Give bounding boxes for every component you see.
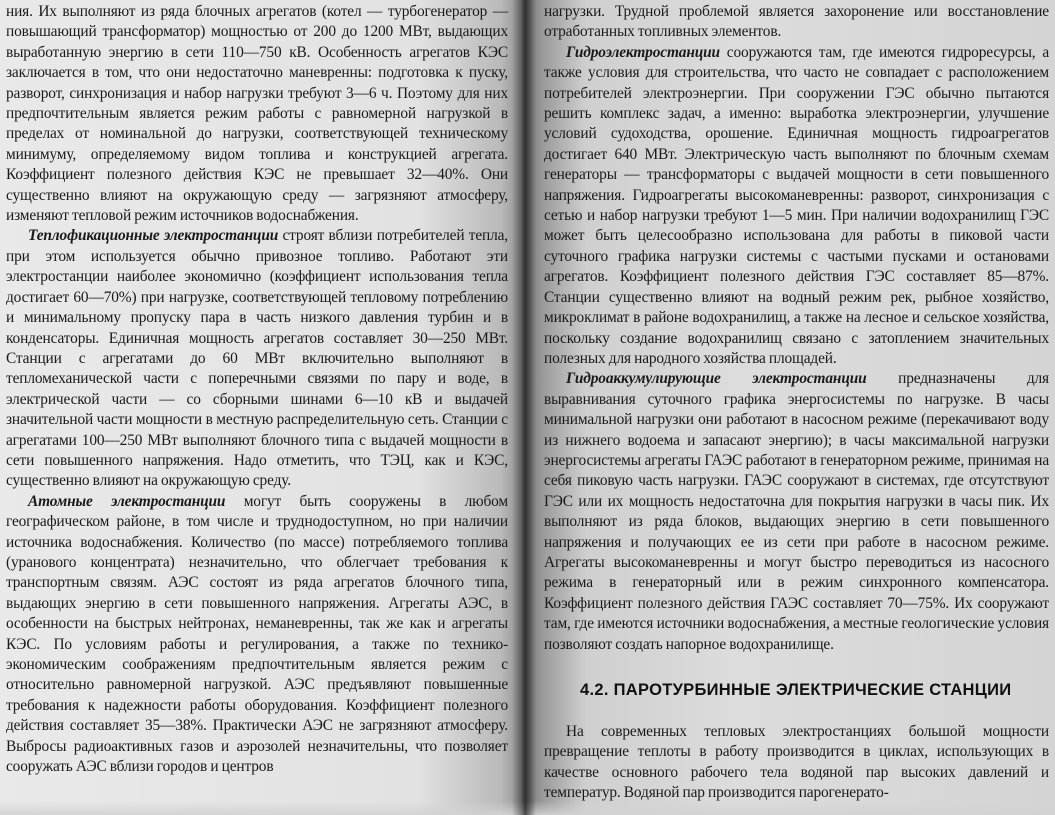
right-page <box>522 0 1055 815</box>
section-heading: 4.2. ПАРОТУРБИННЫЕ ЭЛЕКТРИЧЕСКИЕ СТАНЦИИ <box>580 681 1012 699</box>
term-hydro-plants: Гидроэлектростанции <box>566 43 720 61</box>
page-bottom-shadow <box>522 801 1055 815</box>
paragraph-kes: ния. Их выполняют из ряда блочных агрегатов (котел — турбогенератор — повышающий трансформатор) мощностью от 200 до 1200 МВт, выдающих выработанную энергию в сети 110—750 кВ. Особенность агрегатов КЭС заключается в том, что они недостаточно маневренны: подготовка к пуску, разворот, синхронизация и набор нагрузки требуют 3—6 ч. Поэтому для них предпочтительным является режим работы с равномерной нагрузкой в пределах от номинальной до нагрузки, соответствующей техническому минимуму, определяемому видом топлива и конструкцией агрегата. Коэффициент полезного действия КЭС не превышает 32—40%. Они существенно влияют на окружающую среду — загрязняют атмосферу, изменяют тепловой режим источников водоснабжения. <box>6 3 508 225</box>
paragraph-tets <box>6 226 508 491</box>
term-nuclear-plants: Атомные электростанции <box>28 492 226 510</box>
paragraph-gaes-text: предназначены для выравнивания суточного графика энергосистемы по нагрузке. В часы минимальной нагрузки они работают в насосном режиме (перекачивают воду из нижнего водоема и запасают энергию); в часы максимальной нагрузки энергосистемы агрегаты ГАЭС работают в генераторном режиме, принимая на себя пиковую часть нагрузки. ГАЭС сооружают в системах, где отсутствуют ГЭС или их мощность недостаточна для покрытия нагрузки в часы пик. Их выполняют из ряда блоков, выдающих энергию в сети повышенного напряжения и получающих ее из сети при работе в насосном режиме. Агрегаты высокоманевренны и могут быстро переводиться из насосного режима в генераторный или в режим синхронного компенсатора. Коэффициент полезного действия ГАЭС составляет 70—75%. Их сооружают там, где имеются источники водоснабжения, а местные геологические условия позволяют создать напорное водохранилище. <box>544 370 1049 653</box>
page-bottom-shadow <box>0 801 522 815</box>
paragraph-continuation: нагрузки. Трудной проблемой является захоронение или восстановление отработанных топливных элементов. <box>544 3 1049 41</box>
term-heating-plants: Теплофикационные электростанции <box>28 227 279 245</box>
paragraph-steam-turbine: На современных тепловых электростанциях большой мощности превращение теплоты в работу производится в циклах, использующих в качестве основного рабочего тела водяной пар высоких давлений и температур. Водяной пар производится парогенерато- <box>544 723 1049 802</box>
paragraph-ges <box>544 43 1049 370</box>
paragraph-ges-text: сооружаются там, где имеются гидроресурсы, а также условия для строительства, что часто не совпадает с расположением потребителей электроэнергии. При сооружении ГЭС обычно пытаются решить комплекс задач, а именно: выработка электроэнергии, улучшение условий судоходства, орошение. Единичная мощность гидроагрегатов достигает 640 МВт. Электрическую часть выполняют по блочным схемам генераторы — трансформаторы с выдачей мощности в сети повышенного напряжения. Гидроагрегаты высокоманевренны: разворот, синхронизация с сетью и набор нагрузки требуют 1—5 мин. При наличии водохранилищ ГЭС может быть целесообразно использована для работы в пиковой части суточного графика нагрузки системы с частыми пусками и остановами агрегатов. Коэффициент полезного действия ГЭС составляет 85—87%. Станции существенно влияют на водный режим рек, рыбное хозяйство, микроклимат в районе водохранилищ, а также на лесное и сельское хозяйства, поскольку создание водохранилищ связано с затоплением значительных полезных для народного хозяйства площадей. <box>544 43 1049 367</box>
book-gutter <box>512 0 536 815</box>
paragraph-aes <box>6 492 508 778</box>
paragraph-tets-text: строят вблизи потребителей тепла, при этом используется обычно привозное топливо. Работают эти электростанции наиболее экономично (коэффициент использования тепла достигает 60—70%) при нагрузке, соответствующей тепловому потреблению и минимальному пропуску пара в часть низкого давления турбин и в конденсаторы. Единичная мощность агрегатов составляет 30—250 МВт. Станции с агрегатами до 60 МВт включительно выполняют в тепломеханической части с поперечными связями по пару и воде, в электрической части — со сборными шинами 6—10 кВ и выдачей значительной части мощности в местную распределительную сеть. Станции с агрегатами 100—250 МВт выполняют блочного типа с выдачей мощности в сети повышенного напряжения. Надо отметить, что ТЭЦ, как и КЭС, существенно влияют на окружающую среду. <box>6 227 509 490</box>
paragraph-aes-text: могут быть сооружены в любом географическом районе, в том числе и труднодоступном, но при наличии источника водоснабжения. Количество (по массе) потребляемого топлива (уранового концентрата) незначительно, что облегчает требования к транспортным связям. АЭС состоят из ряда агрегатов блочного типа, выдающих энергию в сети повышенного напряжения. Агрегаты АЭС, в особенности на быстрых нейтронах, неманевренны, так же как и агрегаты КЭС. По условиям работы и регулирования, а также по технико-экономическим соображениям предпочтительным является режим с относительно равномерной нагрузкой. АЭС предъявляют повышенные требования к надежности работы оборудования. Коэффициент полезного действия составляет 35—38%. Практически АЭС не загрязняют атмосферу. Выбросы радиоактивных газов и аэрозолей незначительны, что позволяет сооружать АЭС вблизи городов и центров <box>6 492 509 776</box>
left-page <box>0 0 522 815</box>
term-pumped-storage-plants: Гидроаккумулирующие электростанции <box>566 370 867 388</box>
paragraph-gaes <box>544 369 1049 655</box>
